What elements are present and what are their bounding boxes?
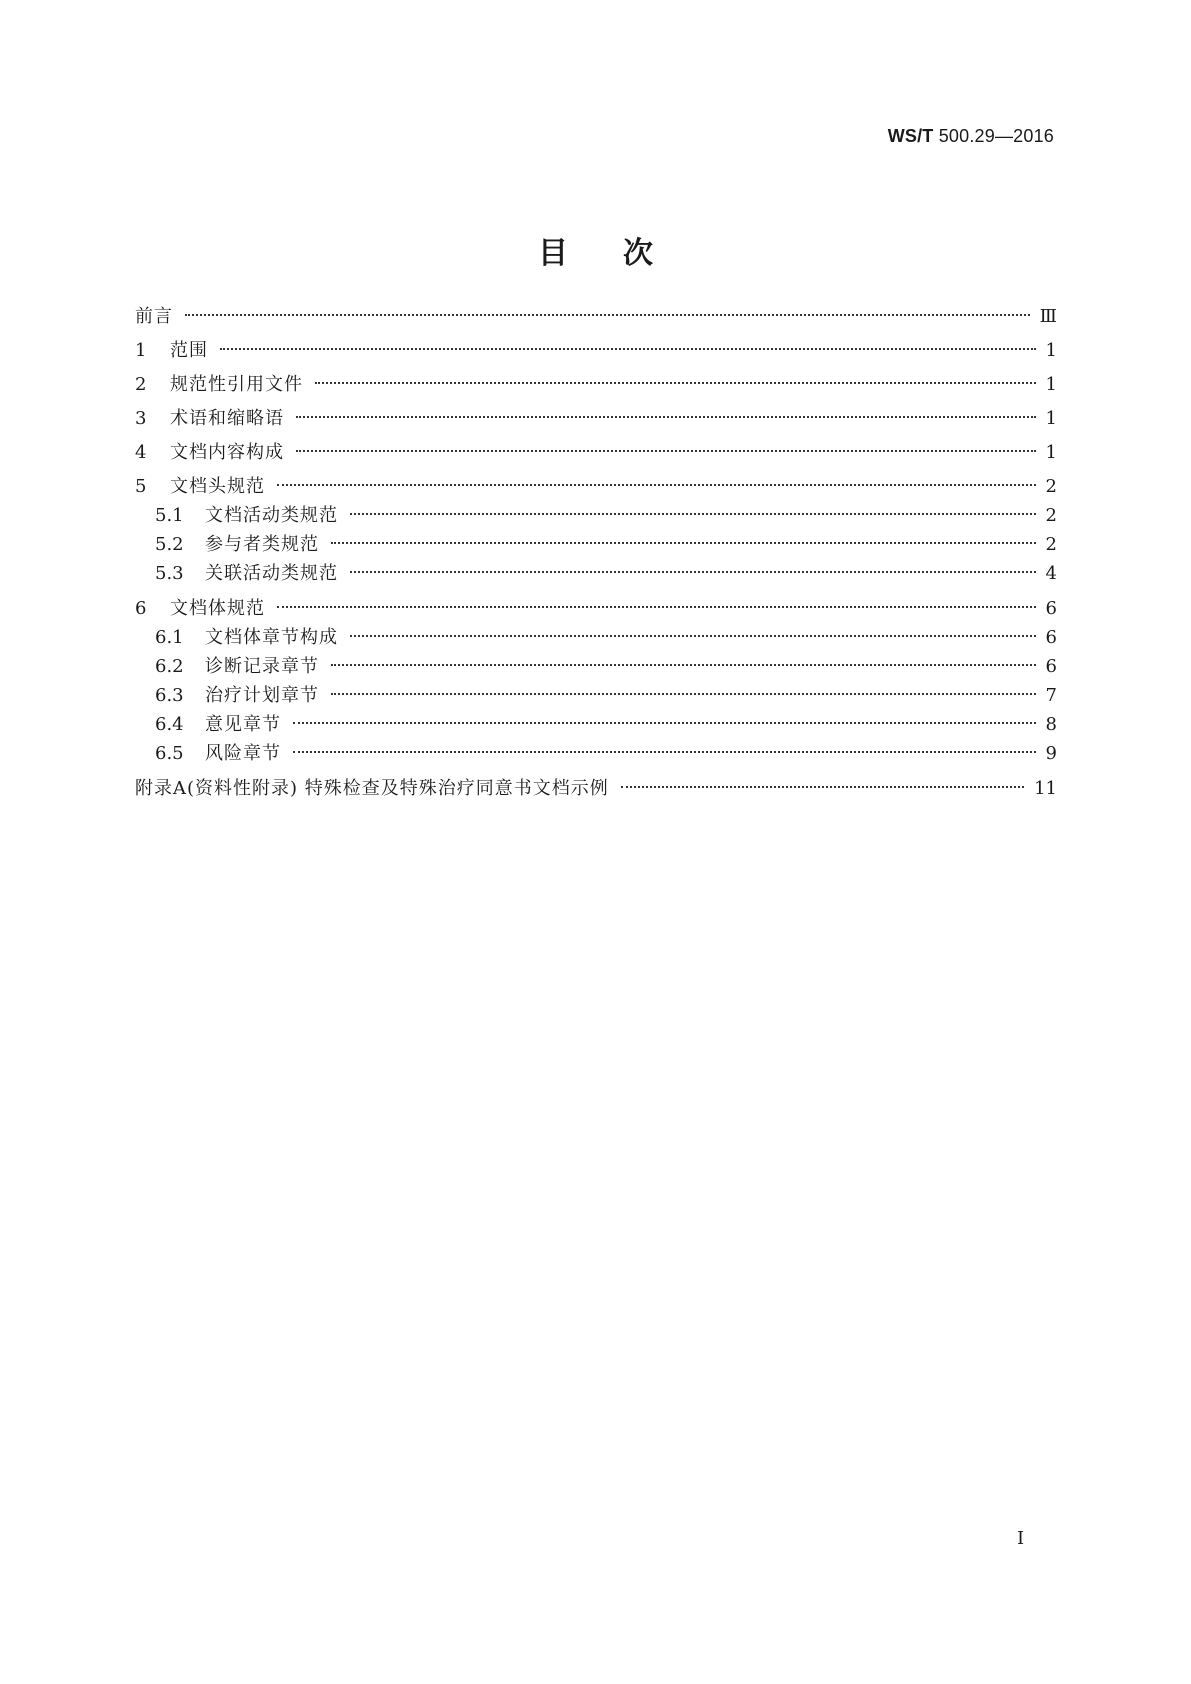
page-number: I — [1017, 1528, 1025, 1549]
toc-entry-number: 5.2 — [155, 534, 184, 555]
toc-entry-title: 前言 — [135, 306, 173, 327]
toc-dot-leader — [331, 693, 1036, 695]
toc-entry-number: 6.1 — [155, 627, 184, 648]
toc-dot-leader — [331, 542, 1036, 544]
toc-dot-leader — [220, 348, 1036, 350]
toc-dot-leader — [293, 722, 1036, 724]
toc-entry-page: 1 — [1045, 374, 1057, 395]
toc-entry-number: 6.3 — [155, 685, 184, 706]
toc-entry-title: 文档体规范 — [170, 598, 265, 619]
toc-entry-page: 2 — [1045, 505, 1057, 526]
toc-entry-page: 8 — [1045, 714, 1057, 735]
toc-entry-page: 7 — [1045, 685, 1057, 706]
standard-prefix: WS/T — [887, 126, 934, 146]
toc-entry-title: 治疗计划章节 — [205, 685, 319, 706]
toc-entry[interactable] — [135, 776, 1057, 802]
toc-entry-number: 4 — [135, 442, 147, 463]
toc-dot-leader — [350, 513, 1036, 515]
toc-entry-title: 参与者类规范 — [205, 534, 319, 555]
toc-entry[interactable] — [135, 406, 1057, 432]
toc-entry[interactable] — [155, 532, 1057, 558]
toc-entry-title: 文档活动类规范 — [205, 505, 338, 526]
toc-entry-page: Ⅲ — [1039, 306, 1057, 327]
toc-entry-title: 术语和缩略语 — [170, 408, 284, 429]
toc-entry-page: 1 — [1045, 442, 1057, 463]
toc-entry-number: 5.3 — [155, 563, 184, 584]
toc-entry-title: 文档体章节构成 — [205, 627, 338, 648]
toc-entry-number: 6 — [135, 598, 147, 619]
toc-dot-leader — [296, 450, 1036, 452]
toc-entry[interactable] — [135, 372, 1057, 398]
toc-entry-number: 1 — [135, 340, 147, 361]
toc-dot-leader — [315, 382, 1036, 384]
toc-dot-leader — [331, 664, 1036, 666]
toc-entry-number: 6.5 — [155, 743, 184, 764]
toc-entry-title: 规范性引用文件 — [170, 374, 303, 395]
toc-dot-leader — [185, 314, 1030, 316]
toc-dot-leader — [277, 484, 1036, 486]
toc-entry-title: 文档头规范 — [170, 476, 265, 497]
toc-entry-number: 6.4 — [155, 714, 184, 735]
toc-entry[interactable] — [135, 338, 1057, 364]
toc-entry-page: 6 — [1045, 656, 1057, 677]
toc-entry-title: 文档内容构成 — [170, 442, 284, 463]
toc-dot-leader — [296, 416, 1036, 418]
toc-entry-page: 6 — [1045, 598, 1057, 619]
toc-entry-title: 风险章节 — [205, 743, 281, 764]
toc-entry[interactable] — [135, 440, 1057, 466]
toc-entry-page: 4 — [1045, 563, 1057, 584]
toc-entry-page: 11 — [1034, 778, 1057, 799]
toc-entry-page: 1 — [1045, 408, 1057, 429]
toc-entry-number: 3 — [135, 408, 147, 429]
toc-entry-title: 范围 — [170, 340, 208, 361]
toc-entry-title: 意见章节 — [205, 714, 281, 735]
toc-entry-page: 2 — [1045, 534, 1057, 555]
toc-entry-page: 9 — [1045, 743, 1057, 764]
toc-entry[interactable] — [155, 683, 1057, 709]
toc-dot-leader — [621, 786, 1024, 788]
toc-entry-number: 2 — [135, 374, 147, 395]
toc-entry-title: 诊断记录章节 — [205, 656, 319, 677]
toc-dot-leader — [277, 606, 1036, 608]
toc-entry-title: 关联活动类规范 — [205, 563, 338, 584]
toc-entry[interactable] — [155, 654, 1057, 680]
page-title: 目次 — [538, 236, 708, 271]
toc-entry[interactable] — [155, 741, 1057, 767]
toc-entry[interactable] — [155, 712, 1057, 738]
toc-entry-page: 2 — [1045, 476, 1057, 497]
standard-number: 500.29—2016 — [938, 126, 1054, 146]
toc-entry-number: 5.1 — [155, 505, 184, 526]
toc-entry[interactable] — [155, 503, 1057, 529]
toc-entry-number: 6.2 — [155, 656, 184, 677]
toc-entry-page: 6 — [1045, 627, 1057, 648]
toc-entry[interactable] — [155, 561, 1057, 587]
toc-entry-page: 1 — [1045, 340, 1057, 361]
toc-dot-leader — [350, 635, 1036, 637]
toc-entry-title: 附录A(资料性附录) 特殊检查及特殊治疗同意书文档示例 — [135, 778, 609, 799]
toc-entry[interactable] — [135, 596, 1057, 622]
toc-dot-leader — [350, 571, 1036, 573]
toc-entry[interactable] — [135, 474, 1057, 500]
toc-entry[interactable] — [135, 304, 1057, 330]
toc-entry[interactable] — [155, 625, 1057, 651]
toc-entry-number: 5 — [135, 476, 147, 497]
toc-dot-leader — [293, 751, 1036, 753]
